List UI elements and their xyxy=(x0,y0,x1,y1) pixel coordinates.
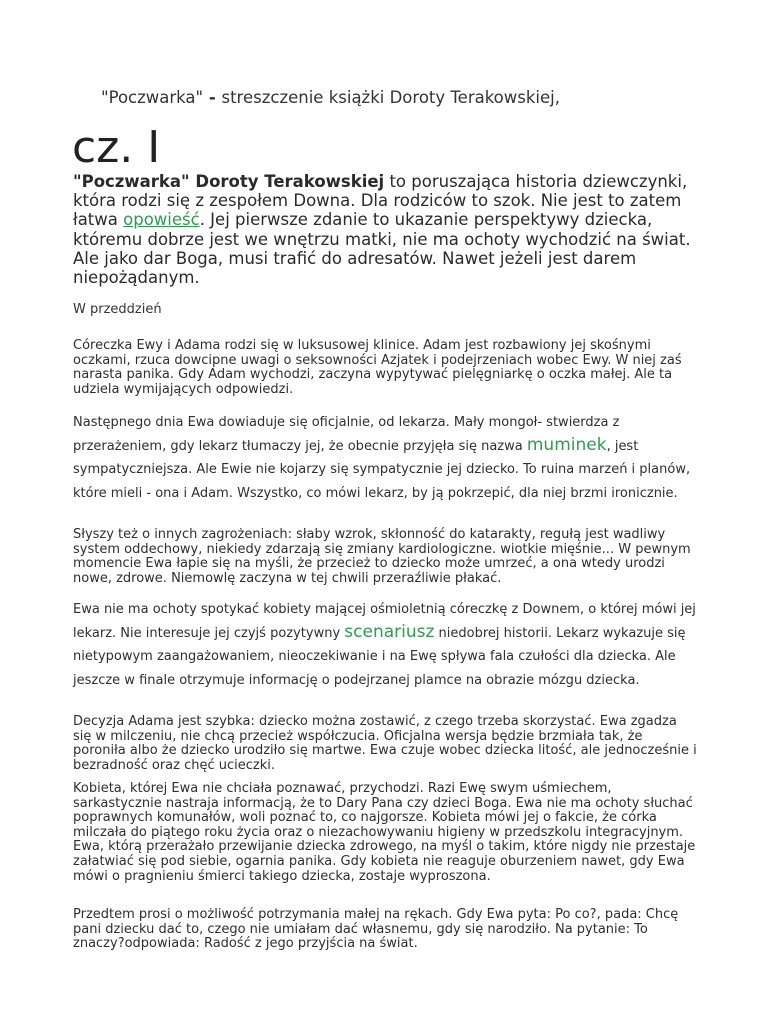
paragraph-5: Decyzja Adama jest szybka: dziecko można zostawić, z czego trzeba skorzystać. Ewa zgadza się w milczeniu, nie chcą przecież współczucia. Oficjalna wersja będzie brzmiała tak, że poroniła albo że dziecko urodziło się martwe. Ewa czuje wobec dziecka litość, ale jednocześnie i bezradność oraz chęć ucieczki. xyxy=(73,714,697,773)
paragraph-2-text-b: , jest sympatyczniejsza. Ale Ewie nie kojarzy się sympatycznie jej dziecko. To ruina marzeń i planów, które mieli - ona i Adam. Wszystko, co mówi lekarz, by ją pokrzepić, dla niej brzmi ironicznie. xyxy=(73,439,691,501)
paragraph-2 xyxy=(73,411,699,505)
section-heading: W przeddzień xyxy=(73,302,162,317)
title-book-name: "Poczwarka" xyxy=(101,88,204,107)
paragraph-4-text-a: Ewa nie ma ochoty spotykać kobiety mającej ośmioletnią córeczkę z Downem, o której mówi jej lekarz. Nie interesuje jej czyjś pozytywny xyxy=(73,602,696,642)
lead-paragraph xyxy=(73,172,703,287)
document-title xyxy=(101,88,560,107)
paragraph-6: Kobieta, której Ewa nie chciała poznawać, przychodzi. Razi Ewę swym uśmiechem, sarkastycznie nastraja informacją, że to Dary Pana czy dzieci Boga. Ewa nie ma ochoty słuchać poprawnych komunałów, woli poznać to, co najgorsze. Kobieta mówi jej o fakcie, że córka milczała do piątego roku życia oraz o niezachowywaniu higieny w przedszkolu integracyjnym. Ewa, którą przerażało przewijanie dziecka zdrowego, na myśl o takim, które nigdy nie przestaje załatwiać się pod siebie, ogarnia panika. Gdy kobieta nie reaguje oburzeniem nawet, gdy Ewa mówi o pragnieniu śmierci takiego dziecka, zostaje wyproszona. xyxy=(73,781,696,884)
paragraph-4-text-b: niedobrej historii. Lekarz wykazuje się nietypowym zaangażowaniem, nieoczekiwanie i na Ewę spływa fala czułości dla dziecka. Ale jeszcze w finale otrzymuje informację o podejrzanej plamce na obrazie mózgu dziecka. xyxy=(73,626,686,688)
title-dash: - xyxy=(203,88,222,107)
paragraph-1: Córeczka Ewy i Adama rodzi się w luksusowej klinice. Adam jest rozbawiony jej skośnymi oczkami, rzuca dowcipne uwagi o seksowności Azjatek i podejrzeniach wobec Ewy. W niej zaś narasta panika. Gdy Adam wychodzi, zaczyna wypytywać pielęgniarkę o oczka małej. Ale ta udziela wymijających odpowiedzi. xyxy=(73,338,682,397)
paragraph-3: Słyszy też o innych zagrożeniach: słaby wzrok, skłonność do katarakty, regułą jest wadliwy system oddechowy, niekiedy zdarzają się zmiany kardiologiczne. wiotkie mięśnie... W pewnym momencie Ewa łapie się na myśli, że przecież to dziecko może umrzeć, a ona wtedy urodzi nowe, zdrowe. Niemowlę zaczyna w tej chwili przeraźliwie płakać. xyxy=(73,527,691,586)
part-heading: cz. I xyxy=(72,122,161,173)
link-scenariusz[interactable]: scenariusz xyxy=(344,622,435,643)
lead-text-2: . Jej pierwsze zdanie to ukazanie perspektywy dziecka, któremu dobrze jest we wnętrzu matki, nie ma ochoty wychodzić na świat. Ale jako dar Boga, musi trafić do adresatów. Nawet jeżeli jest darem niepożądanym. xyxy=(73,210,691,288)
paragraph-2-text-a: Następnego dnia Ewa dowiaduje się oficjalnie, od lekarza. Mały mongoł- stwierdza z przerażeniem, gdy lekarz tłumaczy jej, że obecnie przyjęła się nazwa xyxy=(73,415,620,455)
title-rest: streszczenie książki Doroty Terakowskiej, xyxy=(221,88,560,107)
lead-bold: "Poczwarka" Doroty Terakowskiej xyxy=(73,172,385,191)
link-muminek[interactable]: muminek xyxy=(526,435,607,456)
lead-text-1: to poruszająca historia dziewczynki, która rodzi się z zespołem Downa. Dla rodziców to szok. Nie jest to zatem łatwa xyxy=(73,172,688,230)
paragraph-7: Przedtem prosi o możliwość potrzymania małej na rękach. Gdy Ewa pyta: Po co?, pada: Chcę pani dziecku dać to, czego nie umiałam dać własnemu, gdy się narodziło. Na pytanie: To znaczy?odpowiada: Radość z jego przyjścia na świat. xyxy=(73,907,679,952)
link-opowiesc[interactable]: opowieść xyxy=(123,210,200,230)
paragraph-4 xyxy=(73,598,699,692)
